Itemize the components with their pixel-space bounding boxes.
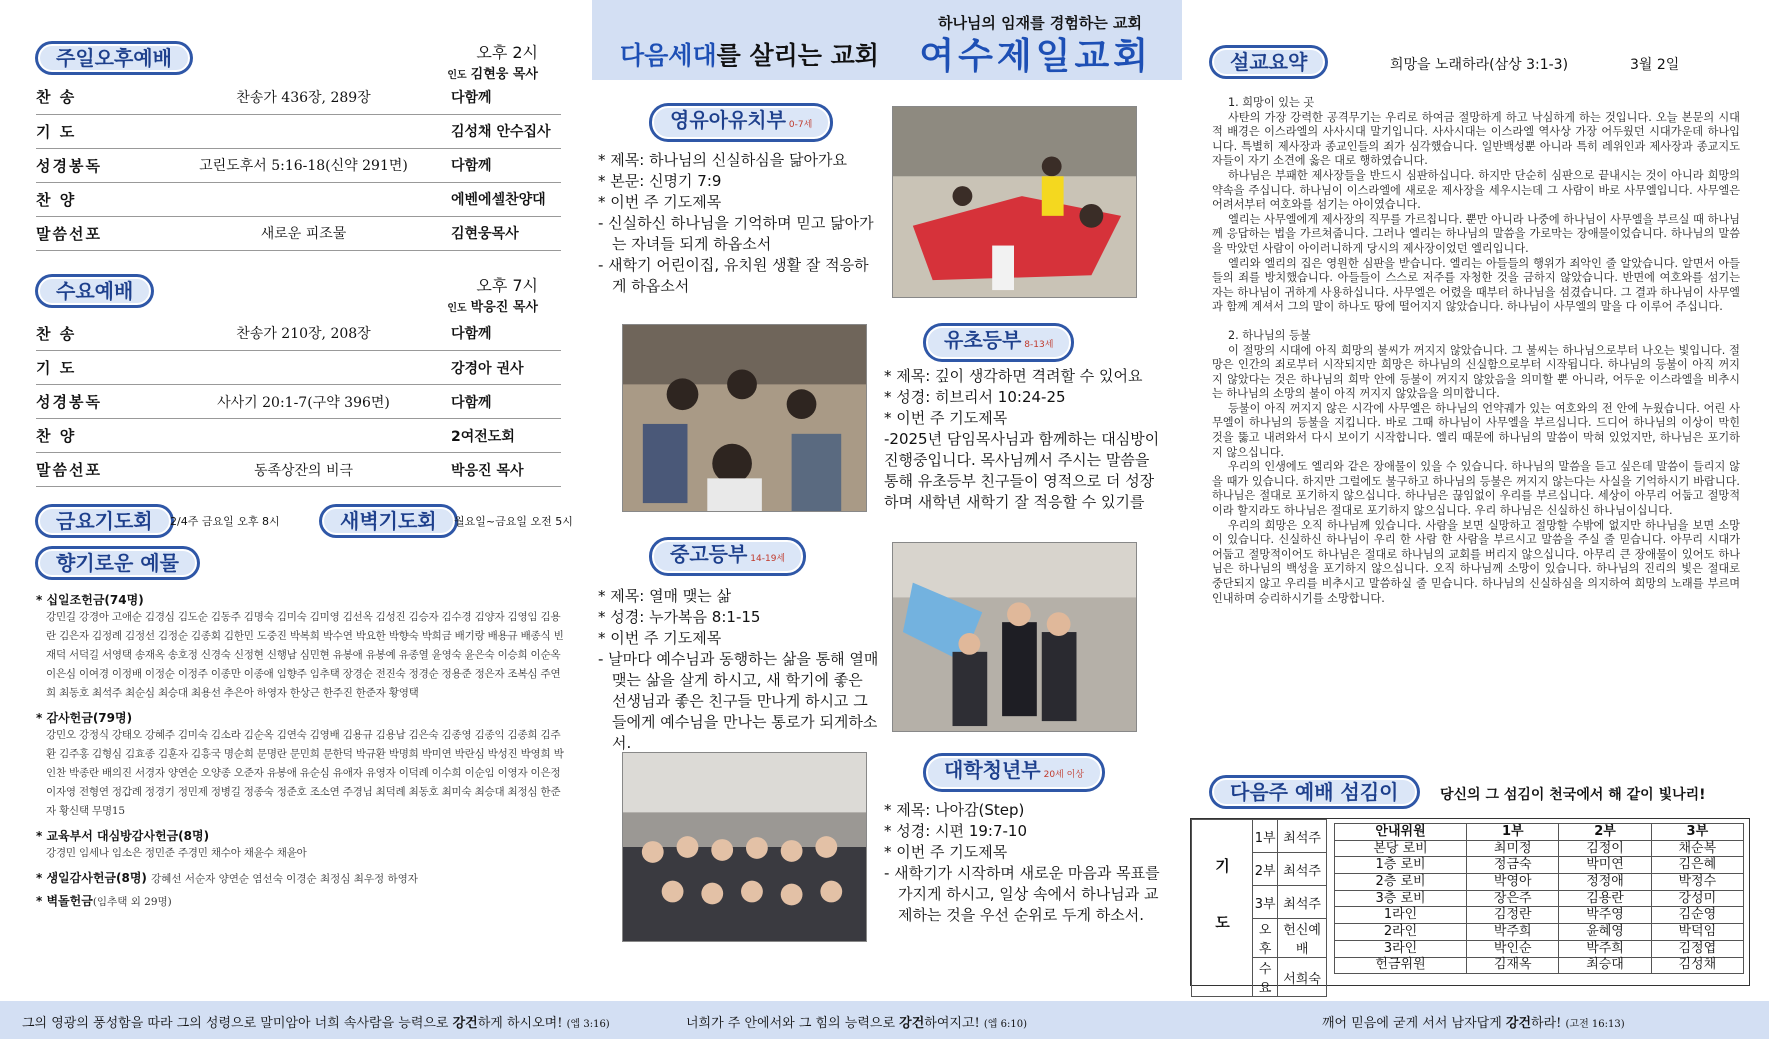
table-cell: 본당 로비	[1335, 840, 1467, 857]
next-week-duty-table	[1190, 818, 1750, 996]
birthday-label: * 생일감사헌금(8명)	[36, 871, 147, 885]
row-content	[156, 419, 451, 453]
youth-title-text: 중고등부	[670, 542, 748, 566]
youth-line: * 제목: 열매 맺는 삶	[598, 587, 732, 605]
infant-line: - 새학기 어린이집, 유치원 생활 잘 적응하게 하옵소서	[598, 256, 869, 295]
table-cell: 장은주	[1467, 890, 1559, 907]
next-week-note: 당신의 그 섬김이 천국에서 해 같이 빛나리!	[1440, 787, 1706, 803]
row-person: 김현웅목사	[451, 216, 561, 250]
friday-prayer-title: 금요기도회	[36, 505, 173, 537]
verse-emphasis: 강건	[1505, 1016, 1532, 1031]
wednesday-leader: 박응진 목사	[470, 299, 538, 315]
brick-names: (임추택 외 29명)	[92, 896, 172, 908]
birthday-offering	[36, 869, 566, 886]
table-row	[36, 351, 561, 385]
table-cell: 김성채	[1651, 957, 1743, 974]
college-photo-image	[623, 753, 866, 941]
table-row	[1335, 924, 1744, 941]
table-row	[1335, 907, 1744, 924]
next-week-header	[1210, 776, 1706, 808]
prayer-meetings	[18, 501, 583, 541]
table-row	[36, 317, 561, 351]
elementary-line: * 성경: 히브리서 10:24-25	[884, 388, 1066, 406]
sunday-service-time	[447, 40, 538, 82]
brick-label: * 벽돌헌금	[36, 894, 93, 908]
sunday-lead-label: 인도	[447, 70, 467, 81]
tithe-names: 강민길 강경아 고애순 김경심 김도순 김동주 김명숙 김미숙 김미영 김선옥 김성진 김승자 김수경 김양자 김영임 김용란 김은자 김정례 김정선 김정순 김종회 김한민 도중진 박복희 박수연 박요한 박향숙 박희금 배기랑 배용규 배종식 빈재덕 서덕길 서영택 송재옥 송호정 신경숙 신정현 신행남 심민현 유봉애 유봉예 유종열 윤영숙 윤은숙 이승희 이순옥 이은심 이여경 이정배 이정순 이정주 이종만 이종애 임향주 임추택 장경순 전진숙 정경순 정용준 정은자 조복심 주연희 최동호 최석주 최순심 최승대 최용선 추은아 하영자 한상근 한주진 한준자 황영택	[46, 611, 564, 699]
footer-verse-3	[1322, 1012, 1625, 1031]
offering-list	[36, 591, 566, 909]
table-cell: 김용란	[1559, 890, 1651, 907]
row-content	[156, 351, 451, 385]
college-line: * 성경: 시편 19:7-10	[884, 822, 1028, 840]
table-cell: 최미정	[1467, 840, 1559, 857]
table-cell: 윤혜영	[1559, 924, 1651, 941]
middle-column	[592, 0, 1182, 1000]
prayer-duty-table	[1191, 819, 1327, 997]
wednesday-service-time	[447, 273, 538, 315]
table-cell: 3층 로비	[1335, 890, 1467, 907]
row-key: 기 도	[36, 114, 156, 148]
row-person: 강경아 권사	[451, 351, 561, 385]
table-row	[1335, 857, 1744, 874]
row-content: 찬송가 436장, 289장	[156, 80, 451, 114]
verse-emphasis: 강건	[899, 1016, 925, 1031]
row-content	[156, 114, 451, 148]
infant-dept-body	[598, 150, 878, 297]
table-cell: 박주영	[1559, 907, 1651, 924]
youth-photo	[892, 542, 1137, 732]
wednesday-lead-label: 인도	[447, 302, 467, 314]
dawn-prayer-title: 새벽기도회	[320, 505, 457, 537]
thanks-names: 강민오 강정식 강태오 강혜주 김미숙 김소라 김순옥 김연숙 김영배 김용규 김용남 김은숙 김종영 김종익 김종희 김주환 김주홍 김형심 김효종 김훈자 김흥국 명순희 문명란 문민희 문한덕 박규환 박명희 박미연 박란심 박성진 박영희 박인찬 박종란 배의진 서경자 양연순 오양종 오준자 유봉애 유순심 유애자 유영자 이덕례 이수희 이순임 이영자 이은정 이자영 전형연 정갑례 정경기 정민제 정병길 정종숙 정준호 조소연 주경님 최덕례 최동호 최미숙 최승대 최정심 한준자 황신택 무명15	[46, 729, 564, 817]
row-content: 새로운 피조물	[156, 216, 451, 250]
banner-slogan	[620, 36, 879, 72]
verse-reference: (엡 6:10)	[983, 1019, 1028, 1030]
church-banner	[592, 0, 1182, 80]
row-content	[156, 182, 451, 216]
table-cell: 강성미	[1651, 890, 1743, 907]
youth-dept-body	[598, 586, 880, 754]
table-row	[1335, 840, 1744, 857]
sermon-paragraph: 사탄의 가장 강력한 공격무기는 우리로 하여금 절망하게 하고 낙심하게 하는 것입니다. 오늘 본문의 시대적 배경은 이스라엘의 사사시대 말기입니다. 사사시대는 이스라엘 역사상 가장 어두웠던 시대가운데 하나입니다. 특별히 제사장과 종교인들의 죄가 심각했습니다. 일반백성뿐 아니라 특히 레위인과 제사장과 종교지도자들이 자기 소견에 옳은 대로 행하였습니다.	[1212, 110, 1740, 168]
edu-names: 강경민 임세나 임소은 정민준 주경민 채수아 채윤수 채윤아	[46, 847, 307, 859]
table-cell: 2라인	[1335, 924, 1467, 941]
infant-age: 0-7세	[788, 120, 813, 130]
row-content: 동족상잔의 비극	[156, 453, 451, 487]
infant-line: * 본문: 신명기 7:9	[598, 172, 722, 190]
elementary-photo	[622, 324, 867, 512]
sunday-leader: 김현웅 목사	[470, 67, 538, 82]
duty-slot: 수요	[1253, 958, 1278, 997]
footer-verses	[0, 1001, 1769, 1039]
table-cell: 정금숙	[1467, 857, 1559, 874]
table-cell: 김정란	[1467, 907, 1559, 924]
next-week-title: 다음주 예배 섬김이	[1210, 776, 1419, 808]
table-cell: 박주희	[1467, 924, 1559, 941]
table-row	[1335, 940, 1744, 957]
row-content: 사사기 20:1-7(구약 396면)	[156, 385, 451, 419]
verse-text: 하라!	[1531, 1016, 1562, 1031]
elementary-photo-image	[623, 325, 866, 511]
banner-subtitle: 하나님의 임재를 경험하는 교회	[937, 14, 1142, 32]
offering-title: 향기로운 예물	[36, 547, 199, 579]
college-photo	[622, 752, 867, 942]
sermon-paragraph: 이 절망의 시대에 아직 희망의 불씨가 꺼지지 않았습니다. 그 불씨는 하나님으로부터 나오는 빛입니다. 절망은 인간의 죄로부터 시작되지만 희망은 하나님의 신실함으로부터 시작됩니다. 하나님의 등불이 아직 꺼지지 않았다는 것은 하나님의 희막 안에 등불이 꺼지지 않았음을 의미할 뿐 아니라, 어두운 이스라엘을 비추시는 하나님의 소망의 불이 아직 꺼지지 않았음을 의미합니다.	[1212, 343, 1740, 401]
column-header: 3부	[1651, 824, 1743, 841]
row-person: 2여전도회	[451, 419, 561, 453]
prayer-duty-label-text: 기 도	[1213, 858, 1231, 948]
infant-dept-title	[650, 104, 832, 141]
row-key: 찬 송	[36, 80, 156, 114]
left-column	[18, 0, 583, 909]
duty-name: 헌신예배	[1278, 919, 1327, 958]
infant-photo-image	[893, 107, 1136, 297]
elementary-title-text: 유초등부	[944, 328, 1022, 352]
row-content: 고린도후서 5:16-18(신약 291면)	[156, 148, 451, 182]
infant-line: - 신실하신 하나님을 기억하며 믿고 닮아가는 자녀들 되게 하옵소서	[598, 214, 874, 253]
sermon-paragraph: 엘리와 엘리의 집은 영원한 심판을 받습니다. 엘리는 아들들의 행위가 죄악인 줄 알았습니다. 알면서 아들들의 죄를 방치했습니다. 아들들이 스스로 저주를 자청한 것을 금하지 않았습니다. 반면에 여호와를 섬기는 자는 하나님이 귀하게 사용하십니다. 사무엘은 어렸을 때부터 하나님을 섬겼습니다. 그 결과 하나님이 사무엘과 함께 계셔서 그의 말이 하나도 땅에 떨어지지 않았습니다. 하나님이 사무엘의 말을 다 이루어 주십니다.	[1212, 256, 1740, 314]
slogan-rest: 를 살리는 교회	[716, 41, 879, 70]
table-cell: 1라인	[1335, 907, 1467, 924]
right-column	[1190, 0, 1762, 1000]
duty-slot: 3부	[1253, 886, 1278, 919]
table-cell: 채순복	[1651, 840, 1743, 857]
table-cell: 김순영	[1651, 907, 1743, 924]
elementary-age: 8-13세	[1024, 340, 1054, 350]
youth-line: - 날마다 예수님과 동행하는 삶을 통해 열매 맺는 삶을 살게 하시고, 새 학기에 좋은 선생님과 좋은 친구들 만나게 하시고 그들에게 예수님을 만나는 통로가 되게하소서.	[598, 650, 879, 752]
table-row	[36, 80, 561, 114]
table-cell: 김재옥	[1467, 957, 1559, 974]
youth-dept-title	[650, 538, 805, 575]
row-person: 다함께	[451, 317, 561, 351]
row-key: 말씀선포	[36, 216, 156, 250]
table-cell: 박덕임	[1651, 924, 1743, 941]
sermon-heading-1: 1. 희망이 있는 곳	[1228, 96, 1315, 109]
column-header: 1부	[1467, 824, 1559, 841]
table-header-row	[1335, 824, 1744, 841]
infant-line: * 제목: 하나님의 신실하심을 닮아가요	[598, 151, 847, 169]
duty-name: 최석주	[1278, 820, 1327, 853]
prayer-duty-label	[1192, 820, 1253, 997]
table-cell: 박미연	[1559, 857, 1651, 874]
footer-verse-1	[22, 1012, 610, 1031]
college-dept-body	[884, 800, 1164, 926]
sunday-service-title: 주일오후예배	[36, 42, 192, 74]
elementary-line: * 제목: 깊이 생각하면 격려할 수 있어요	[884, 367, 1143, 385]
table-cell: 최승대	[1559, 957, 1651, 974]
table-row	[36, 453, 561, 487]
verse-reference: (엡 3:16)	[566, 1019, 610, 1030]
row-key: 성경봉독	[36, 148, 156, 182]
table-row	[36, 216, 561, 250]
sunday-service-header	[18, 0, 583, 80]
sermon-paragraph: 우리의 희망은 오직 하나님께 있습니다. 사람을 보면 실망하고 절망할 수밖에 없지만 하나님을 보면 소망이 있습니다. 신실하신 하나님이 우리 한 사람 한 사람을 부르시고 말씀을 주실 줄 믿습니다. 아무리 시대가 어둡고 절망적이어도 하나님은 절대로 하나님의 교회를 버리지 않으십니다. 아무리 큰 장애물이 있어도 하나님은 하나님의 백성을 포기하지 않으십니다. 오직 하나님께 소망이 있습니다. 하나님의 진리의 빛은 절대로 중단되지 않고 우리를 비추시고 말씀하실 줄 믿습니다. 하나님의 신실하심을 의지하여 희망의 노래를 부르며 인내하며 승리하시기를 소망합니다.	[1212, 518, 1740, 605]
duty-slot: 오후	[1253, 919, 1278, 958]
table-row	[1335, 957, 1744, 974]
verse-emphasis: 강건	[452, 1016, 478, 1031]
wednesday-order-table	[36, 317, 561, 488]
usher-duty-table	[1334, 823, 1744, 974]
row-person: 다함께	[451, 148, 561, 182]
college-line: * 제목: 나아감(Step)	[884, 801, 1025, 819]
row-key: 말씀선포	[36, 453, 156, 487]
sunday-order-table	[36, 80, 561, 251]
verse-text: 하여지고!	[924, 1016, 980, 1031]
brick-offering	[36, 892, 566, 909]
youth-line: * 성경: 누가복음 8:1-15	[598, 608, 761, 626]
college-dept-title	[924, 754, 1104, 791]
slogan-accent: 다음세대	[620, 41, 717, 70]
table-cell: 박정수	[1651, 874, 1743, 891]
infant-line: * 이번 주 기도제목	[598, 193, 722, 211]
verse-text: 깨어 믿음에 굳게 서서 남자답게	[1322, 1016, 1506, 1031]
college-line: - 새학기가 시작하며 새로운 마음과 목표를 가지게 하시고, 일상 속에서 하나님과 교제하는 것을 우선 순위로 두게 하소서.	[884, 864, 1160, 924]
table-row	[1192, 820, 1327, 853]
column-header: 2부	[1559, 824, 1651, 841]
sermon-summary	[1212, 96, 1740, 606]
birthday-names: 강혜선 서순자 양연순 염선숙 이경순 최정심 최우정 하영자	[151, 873, 418, 885]
row-person: 김성채 안수집사	[451, 114, 561, 148]
verse-text: 너희가 주 안에서와 그 힘의 능력으로	[686, 1016, 900, 1031]
table-row	[36, 385, 561, 419]
table-cell: 박인순	[1467, 940, 1559, 957]
church-name: 여수제일교회	[919, 36, 1152, 77]
sermon-date: 3월 2일	[1630, 57, 1680, 73]
table-row	[36, 182, 561, 216]
duty-name: 최석주	[1278, 853, 1327, 886]
verse-text: 하게 하시오며!	[477, 1016, 563, 1031]
table-row	[1335, 874, 1744, 891]
table-cell: 2층 로비	[1335, 874, 1467, 891]
table-cell: 김은혜	[1651, 857, 1743, 874]
infant-title-text: 영유아유치부	[670, 108, 786, 132]
row-person: 다함께	[451, 80, 561, 114]
duty-name: 서희숙	[1278, 958, 1327, 997]
wednesday-time: 오후 7시	[476, 275, 538, 295]
row-key: 성경봉독	[36, 385, 156, 419]
row-content: 찬송가 210장, 208장	[156, 317, 451, 351]
sermon-paragraph: 등불이 아직 꺼지지 않은 시각에 사무엘은 하나님의 언약궤가 있는 여호와의 전 안에 누웠습니다. 어린 사무엘이 하나님의 등불을 지킵니다. 바로 그때 하나님이 사무엘을 부르십니다. 드디어 하나님의 이상이 막힌 것을 뚫고 내려와서 다시 보이기 시작합니다. 엘리 때문에 하나님의 말씀이 막혀 있었지만, 하나님은 포기하지 않으십니다.	[1212, 401, 1740, 459]
row-key: 찬 양	[36, 419, 156, 453]
sermon-passage: 희망을 노래하라(삼상 3:1-3)	[1390, 57, 1569, 73]
table-cell: 1층 로비	[1335, 857, 1467, 874]
table-cell: 김정엽	[1651, 940, 1743, 957]
table-cell: 헌금위원	[1335, 957, 1467, 974]
table-cell: 박주희	[1559, 940, 1651, 957]
duty-slot: 1부	[1253, 820, 1278, 853]
table-cell: 김정이	[1559, 840, 1651, 857]
friday-prayer-note: 2/4주 금요일 오후 8시	[170, 515, 280, 528]
youth-age: 14-19세	[750, 554, 786, 564]
table-cell: 3라인	[1335, 940, 1467, 957]
row-key: 찬 양	[36, 182, 156, 216]
table-cell: 정정애	[1559, 874, 1651, 891]
offering-header	[18, 541, 583, 585]
wednesday-service-header	[18, 261, 583, 317]
row-key: 기 도	[36, 351, 156, 385]
sermon-paragraph: 우리의 인생에도 엘리와 같은 장애물이 있을 수 있습니다. 하나님의 말씀을 듣고 싶은데 말씀이 들리지 않을 때가 있습니다. 하지만 그럴에도 불구하고 하나님의 등불은 꺼지지 않는다는 사실을 기억하시기 바랍니다. 하나님은 절대로 포기하지 않으십니다. 하나님은 끊임없이 우리를 부르십니다. 세상이 아무리 어둡고 절망적이라 할지라도 하나님은 절대로 포기하지 않으십니다. 우리 하나님은 신실하신 하나님이십니다.	[1212, 460, 1740, 518]
youth-photo-image	[893, 543, 1136, 731]
college-line: * 이번 주 기도제목	[884, 843, 1008, 861]
thanks-label: * 감사헌금(79명)	[36, 711, 133, 725]
row-person: 박응진 목사	[451, 453, 561, 487]
verse-reference: (고전 16:13)	[1565, 1019, 1625, 1030]
row-person: 다함께	[451, 385, 561, 419]
table-row	[36, 114, 561, 148]
column-header: 안내위원	[1335, 824, 1467, 841]
elementary-line: -2025년 담임목사님과 함께하는 대심방이 진행중입니다. 목사님께서 주시는 말씀을 통해 유초등부 친구들이 영적으로 더 성장하며 새학년 새학기 잘 적응할 수 있기를	[884, 430, 1160, 511]
row-key: 찬 송	[36, 317, 156, 351]
row-person: 에벤에셀찬양대	[451, 182, 561, 216]
duty-slot: 2부	[1253, 853, 1278, 886]
elementary-dept-body	[884, 366, 1166, 513]
table-row	[36, 419, 561, 453]
dawn-prayer-note: 월요일~금요일 오전 5시	[454, 515, 573, 528]
college-title-text: 대학청년부	[944, 758, 1041, 782]
edu-label: * 교육부서 대심방감사헌금(8명)	[36, 829, 210, 843]
table-row	[36, 148, 561, 182]
infant-photo	[892, 106, 1137, 298]
verse-text: 그의 영광의 풍성함을 따라 그의 성령으로 말미암아 너희 속사람을 능력으로	[22, 1016, 453, 1031]
tithe-label: * 십일조헌금(74명)	[36, 593, 144, 607]
sermon-header	[1190, 36, 1762, 90]
table-cell: 박영아	[1467, 874, 1559, 891]
sermon-paragraph: 하나님은 부패한 제사장들을 반드시 심판하십니다. 하지만 단순히 심판으로 끝내시는 것이 아니라 희망의 약속을 주십니다. 하나님이 이스라엘에 새로운 제사장을 세우시는데 그 사람이 바로 사무엘입니다. 사무엘은 어려서부터 여호와를 섬기는 아이였습니다.	[1212, 168, 1740, 212]
youth-line: * 이번 주 기도제목	[598, 629, 722, 647]
college-age: 20세 이상	[1043, 770, 1085, 780]
sermon-title: 설교요약	[1210, 46, 1327, 78]
wednesday-service-title: 수요예배	[36, 275, 153, 307]
sermon-paragraph: 엘리는 사무엘에게 제사장의 직무를 가르칩니다. 뿐만 아니라 나중에 하나님이 사무엘을 부르실 때 하나님께 응답하는 법을 가르쳐줍니다. 그러나 엘리는 하나님의 말씀을 가로막는 장애물이었습니다. 하나님의 말씀을 막았던 사람이 아이러니하게 당시의 제사장이었던 엘리입니다.	[1212, 212, 1740, 255]
sunday-time: 오후 2시	[476, 43, 538, 62]
duty-name: 최석주	[1278, 886, 1327, 919]
elementary-line: * 이번 주 기도제목	[884, 409, 1008, 427]
sermon-heading-2: 2. 하나님의 등불	[1228, 328, 1311, 342]
elementary-dept-title	[924, 324, 1073, 361]
footer-verse-2	[686, 1012, 1027, 1031]
table-row	[1335, 890, 1744, 907]
